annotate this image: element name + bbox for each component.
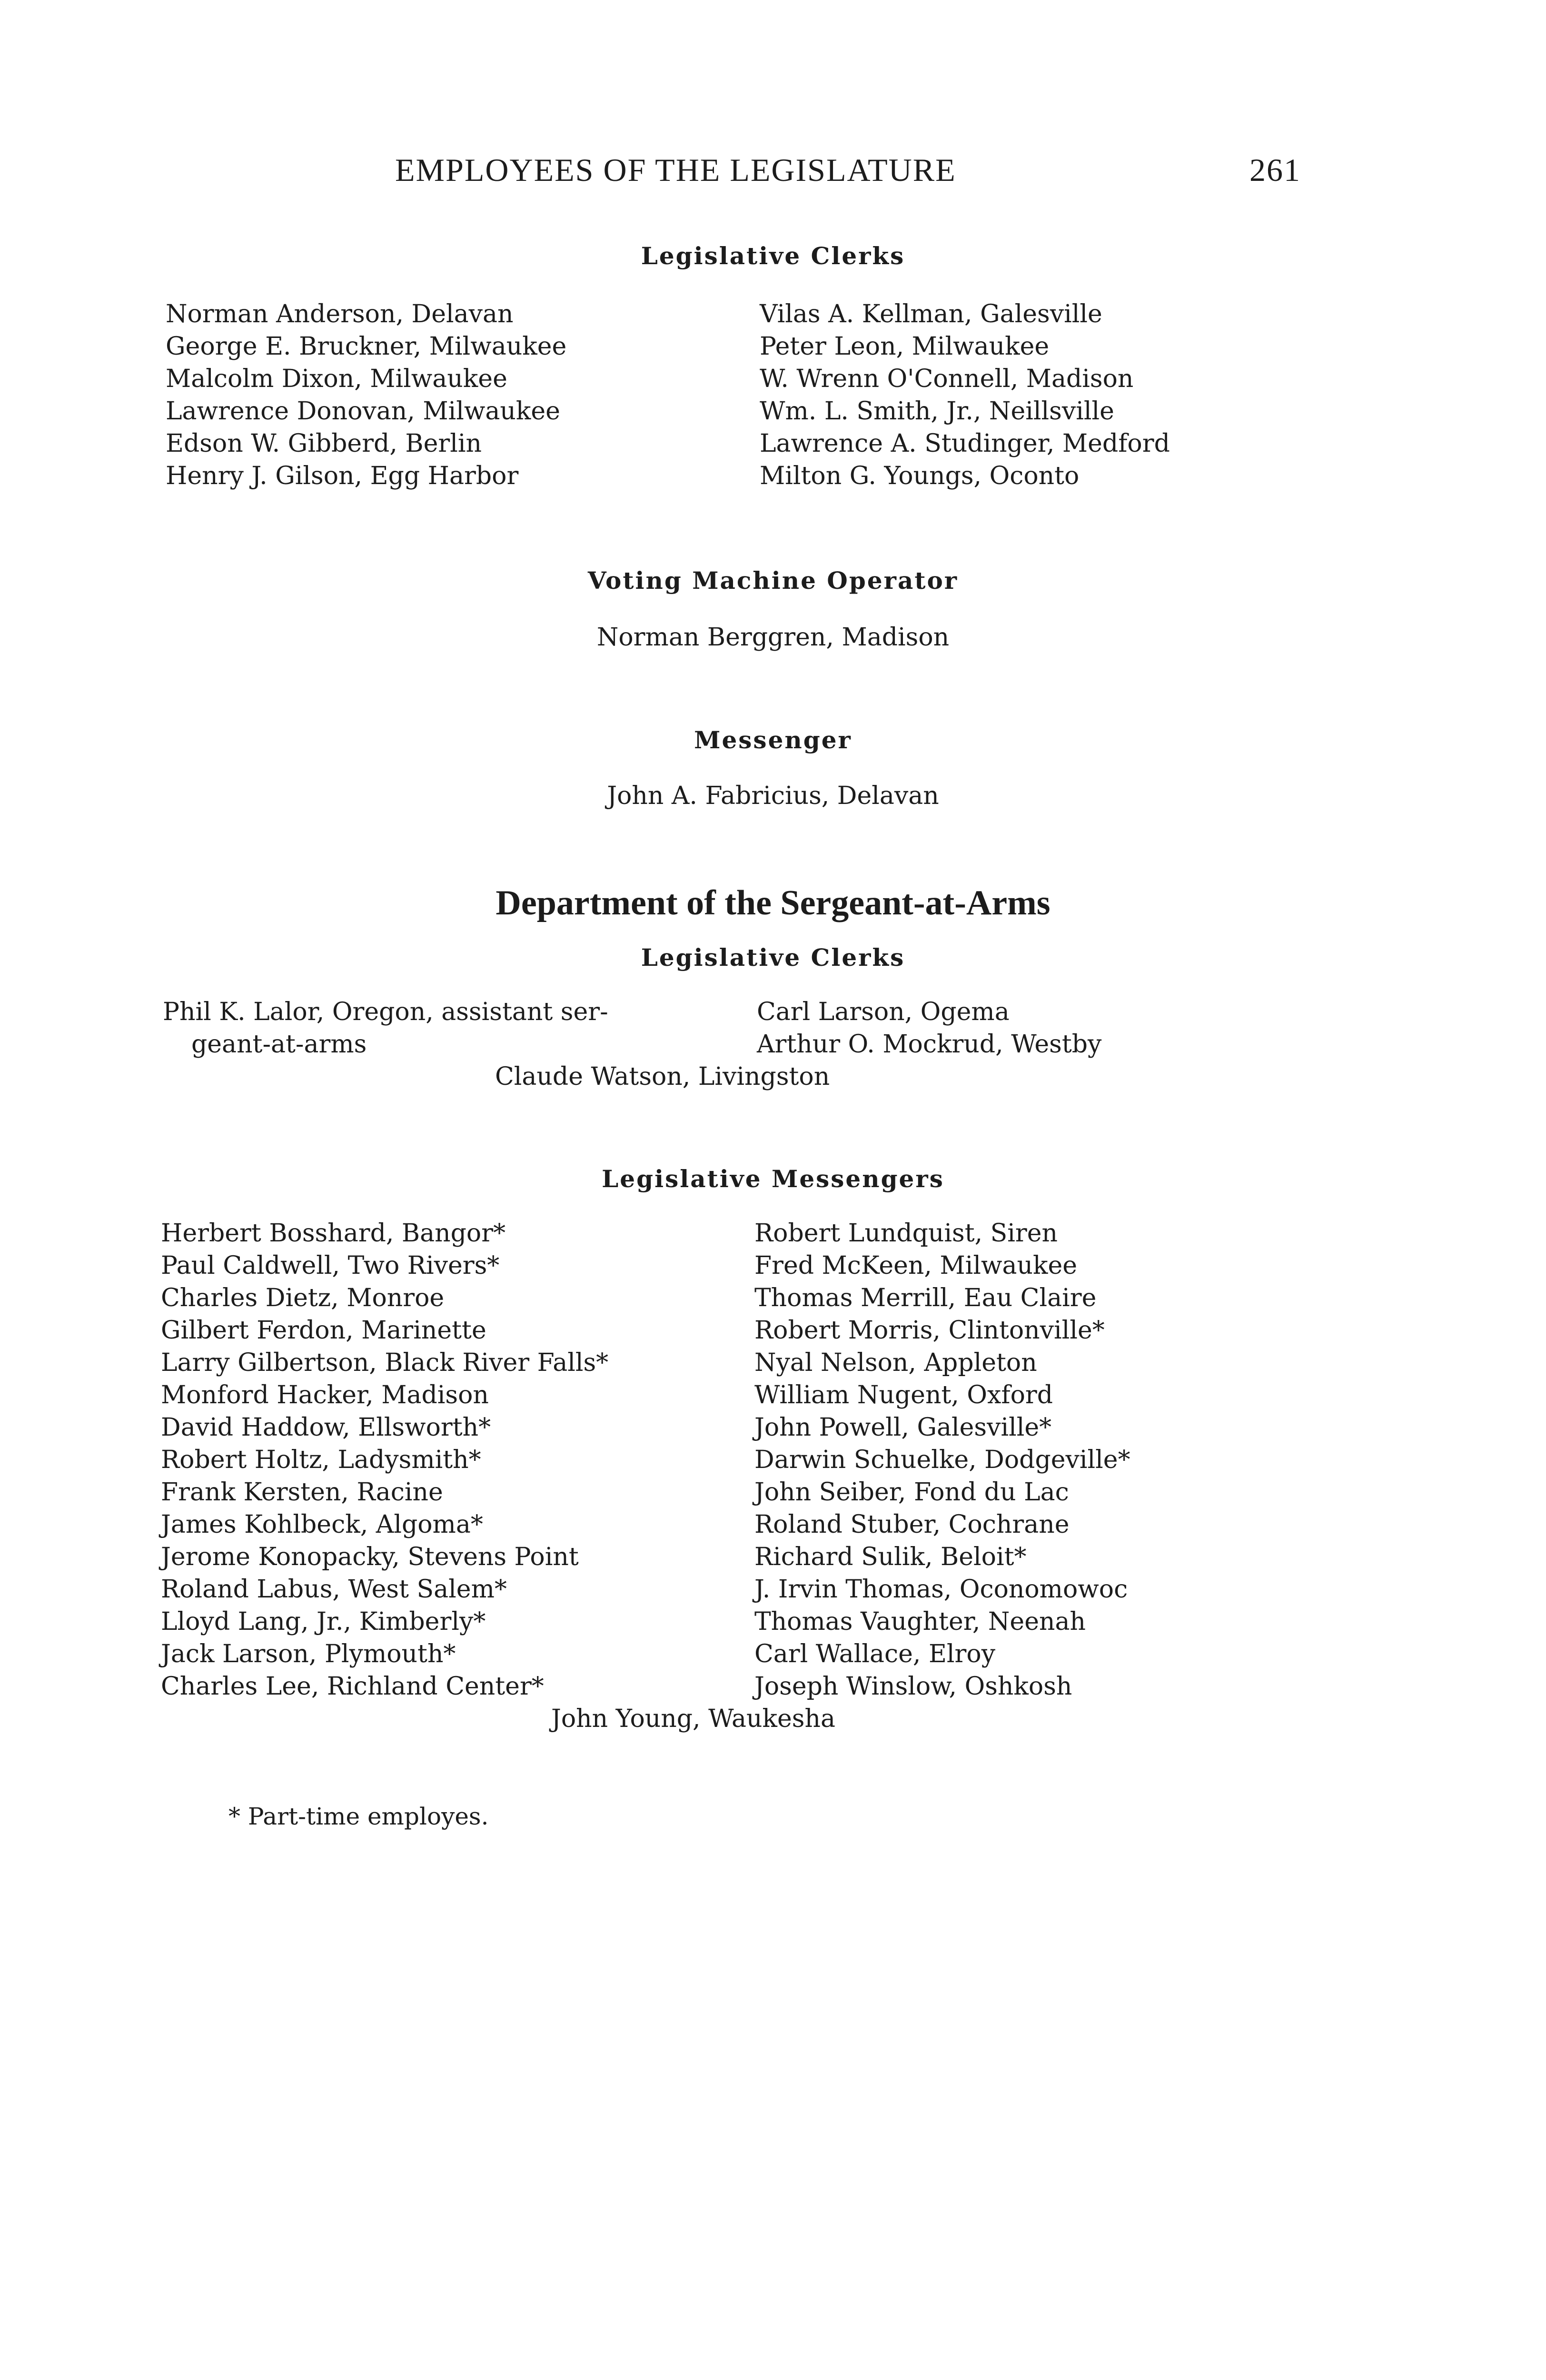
list-item: Lawrence A. Studinger, Medford — [760, 429, 1170, 458]
list-item: James Kohlbeck, Algoma* — [161, 1510, 483, 1539]
list-item: Lloyd Lang, Jr., Kimberly* — [161, 1607, 486, 1636]
clerks-right-column — [760, 298, 1170, 492]
list-item: Malcolm Dixon, Milwaukee — [166, 365, 507, 393]
department-title: Department of the Sergeant-at-Arms — [496, 883, 1050, 922]
list-item: George E. Bruckner, Milwaukee — [166, 332, 567, 361]
list-item: Phil K. Lalor, Oregon, assistant ser- — [163, 998, 608, 1026]
list-item: W. Wrenn O'Connell, Madison — [760, 365, 1134, 393]
page-number: 261 — [1249, 152, 1301, 188]
list-item: Robert Morris, Clintonville* — [754, 1316, 1105, 1345]
section-heading-legislative-clerks: Legislative Clerks — [641, 242, 905, 270]
list-item: William Nugent, Oxford — [754, 1381, 1053, 1409]
voting-operator-name: Norman Berggren, Madison — [596, 623, 950, 652]
list-item: J. Irvin Thomas, Oconomowoc — [754, 1575, 1128, 1604]
footnote: * Part-time employes. — [228, 1803, 489, 1830]
list-item: Darwin Schuelke, Dodgeville* — [754, 1446, 1130, 1474]
list-item: Joseph Winslow, Oshkosh — [754, 1672, 1072, 1701]
list-item-continuation: geant-at-arms — [191, 1030, 367, 1059]
list-item: Lawrence Donovan, Milwaukee — [166, 397, 560, 426]
sergeant-center-name: Claude Watson, Livingston — [495, 1062, 830, 1091]
list-item: Jack Larson, Plymouth* — [161, 1640, 456, 1668]
section-heading-sergeant-clerks: Legislative Clerks — [641, 943, 905, 972]
list-item: Milton G. Youngs, Oconto — [760, 462, 1080, 490]
list-item: Vilas A. Kellman, Galesville — [760, 300, 1102, 328]
list-item: Larry Gilbertson, Black River Falls* — [161, 1349, 609, 1377]
list-item: Robert Lundquist, Siren — [754, 1219, 1058, 1248]
list-item: Arthur O. Mockrud, Westby — [757, 1030, 1102, 1059]
list-item: John Powell, Galesville* — [754, 1413, 1052, 1442]
list-item: Thomas Merrill, Eau Claire — [754, 1284, 1097, 1312]
section-heading-voting-machine-operator: Voting Machine Operator — [587, 566, 959, 595]
list-item: Norman Anderson, Delavan — [166, 300, 514, 328]
list-item: Charles Dietz, Monroe — [161, 1284, 445, 1312]
list-item: Edson W. Gibberd, Berlin — [166, 429, 482, 458]
sergeant-left-column — [163, 996, 608, 1061]
messengers-center-name: John Young, Waukesha — [551, 1705, 835, 1733]
messenger-name: John A. Fabricius, Delavan — [607, 782, 939, 810]
section-heading-legislative-messengers: Legislative Messengers — [602, 1165, 944, 1193]
sergeant-right-column — [757, 996, 1101, 1061]
list-item: Roland Stuber, Cochrane — [754, 1510, 1070, 1539]
running-head-title: EMPLOYEES OF THE LEGISLATURE — [395, 152, 956, 188]
list-item: Robert Holtz, Ladysmith* — [161, 1446, 481, 1474]
list-item: Charles Lee, Richland Center* — [161, 1672, 544, 1701]
list-item: John Seiber, Fond du Lac — [754, 1478, 1069, 1507]
list-item: Thomas Vaughter, Neenah — [754, 1607, 1086, 1636]
list-item: Herbert Bosshard, Bangor* — [161, 1219, 506, 1248]
list-item: Paul Caldwell, Two Rivers* — [161, 1251, 500, 1280]
messengers-right-column — [754, 1217, 1130, 1703]
list-item: Richard Sulik, Beloit* — [754, 1543, 1027, 1571]
list-item: Fred McKeen, Milwaukee — [754, 1251, 1078, 1280]
list-item: Carl Wallace, Elroy — [754, 1640, 996, 1668]
list-item: Peter Leon, Milwaukee — [760, 332, 1050, 361]
list-item: Henry J. Gilson, Egg Harbor — [166, 462, 519, 490]
list-item: Gilbert Ferdon, Marinette — [161, 1316, 486, 1345]
messengers-left-column — [161, 1217, 608, 1703]
list-item: Nyal Nelson, Appleton — [754, 1349, 1037, 1377]
list-item: Monford Hacker, Madison — [161, 1381, 489, 1409]
list-item: Carl Larson, Ogema — [757, 998, 1010, 1026]
list-item: Jerome Konopacky, Stevens Point — [161, 1543, 579, 1571]
clerks-left-column — [166, 298, 566, 492]
section-heading-messenger: Messenger — [694, 726, 852, 754]
list-item: David Haddow, Ellsworth* — [161, 1413, 491, 1442]
list-item: Frank Kersten, Racine — [161, 1478, 443, 1507]
list-item: Wm. L. Smith, Jr., Neillsville — [760, 397, 1114, 426]
list-item: Roland Labus, West Salem* — [161, 1575, 507, 1604]
